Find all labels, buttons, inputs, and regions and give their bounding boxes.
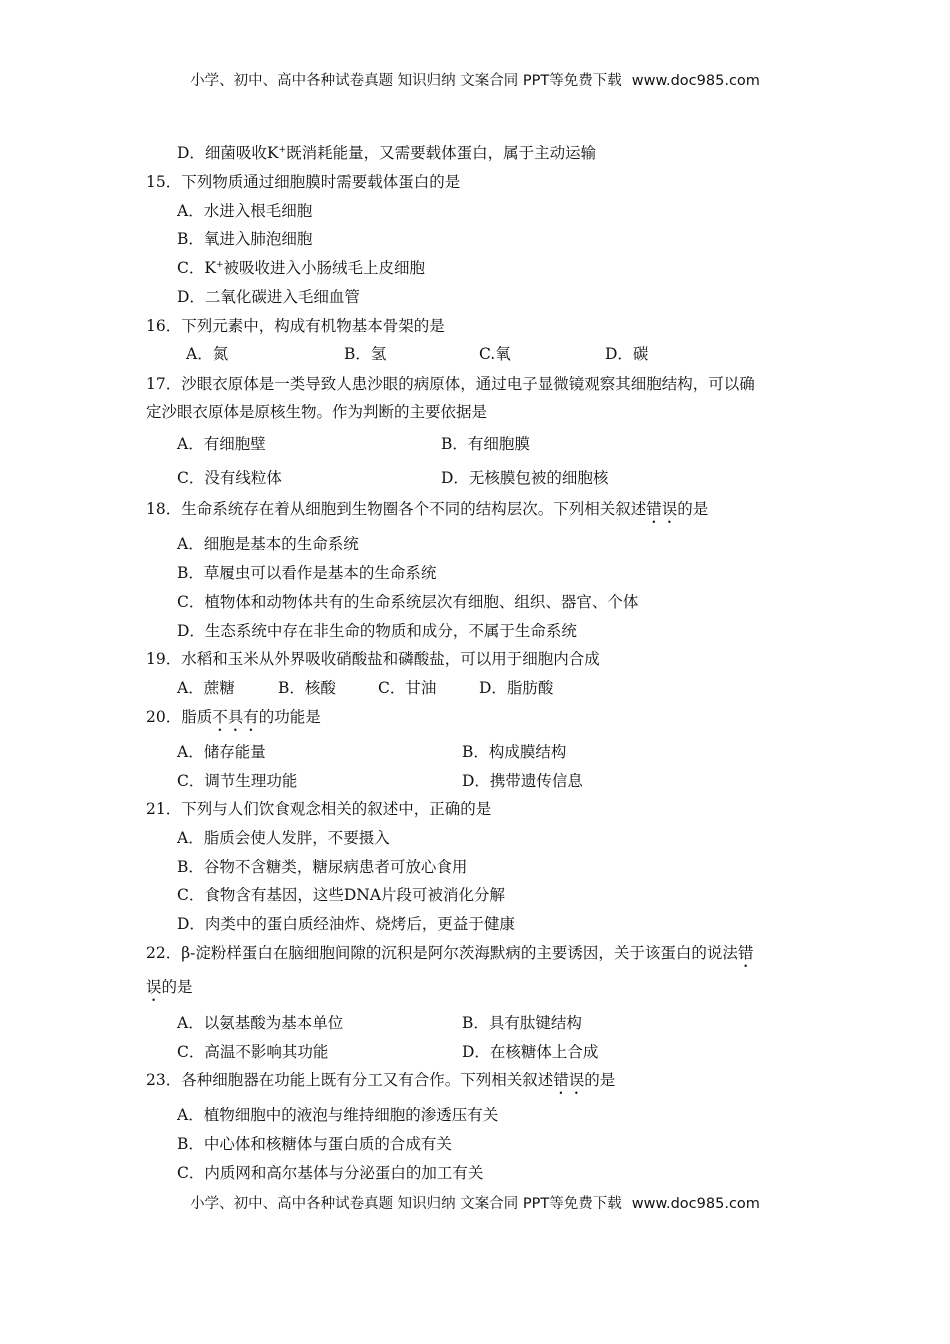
q16-option-b: B．氢 — [344, 345, 387, 363]
q21-option-c: C．食物含有基因，这些DNA片段可被消化分解 — [177, 886, 506, 904]
footer-url: www.doc985.com — [631, 1196, 760, 1212]
q22-option-b: B．具有肽键结构 — [462, 1014, 582, 1032]
q22-stem-line2: 误的是 — [146, 978, 193, 996]
footer-text: 小学、初中、高中各种试卷真题 知识归纳 文案合同 PPT等免费下载 — [190, 1196, 622, 1212]
q14-option-d: D．细菌吸收K+既消耗能量，又需要载体蛋白，属于主动运输 — [177, 144, 597, 162]
q15-option-c: C．K+被吸收进入小肠绒毛上皮细胞 — [177, 259, 426, 277]
q17-stem-line2: 定沙眼衣原体是原核生物。作为判断的主要依据是 — [146, 403, 488, 421]
q20-option-a: A．储存能量 — [177, 743, 266, 761]
q16-option-d: D．碳 — [605, 345, 649, 363]
header-url: www.doc985.com — [631, 73, 760, 89]
q22-option-d: D．在核糖体上合成 — [462, 1043, 599, 1061]
q21-option-d: D．肉类中的蛋白质经油炸、烧烤后，更益于健康 — [177, 915, 515, 933]
q17-stem-line1: 17．沙眼衣原体是一类导致人患沙眼的病原体，通过电子显微镜观察其细胞结构，可以确 — [146, 375, 755, 393]
q15-option-d: D．二氧化碳进入毛细血管 — [177, 288, 360, 306]
q19-option-a: A．蔗糖 — [177, 679, 235, 697]
q20-stem: 20．脂质不具有的功能是 — [146, 708, 321, 726]
page-header — [0, 69, 950, 90]
q18-option-b: B．草履虫可以看作是基本的生命系统 — [177, 564, 437, 582]
q17-option-d: D．无核膜包被的细胞核 — [441, 469, 609, 487]
page-footer — [0, 1192, 950, 1213]
q17-option-b: B．有细胞膜 — [441, 435, 530, 453]
q19-option-d: D．脂肪酸 — [479, 679, 554, 697]
header-text: 小学、初中、高中各种试卷真题 知识归纳 文案合同 PPT等免费下载 — [190, 73, 622, 89]
q23-option-a: A．植物细胞中的液泡与维持细胞的渗透压有关 — [177, 1106, 499, 1124]
q21-option-b: B．谷物不含糖类，糖尿病患者可放心食用 — [177, 858, 468, 876]
q15-option-b: B．氧进入肺泡细胞 — [177, 230, 313, 248]
q22-option-c: C．高温不影响其功能 — [177, 1043, 329, 1061]
q19-option-b: B．核酸 — [278, 679, 336, 697]
q19-option-c: C．甘油 — [378, 679, 437, 697]
q18-option-d: D．生态系统中存在非生命的物质和成分，不属于生命系统 — [177, 622, 577, 640]
q18-option-c: C．植物体和动物体共有的生命系统层次有细胞、组织、器官、个体 — [177, 593, 639, 611]
q23-option-c: C．内质网和高尔基体与分泌蛋白的加工有关 — [177, 1164, 484, 1182]
q22-option-a: A．以氨基酸为基本单位 — [177, 1014, 344, 1032]
q19-stem: 19．水稻和玉米从外界吸收硝酸盐和磷酸盐，可以用于细胞内合成 — [146, 650, 600, 668]
q16-option-c: C.氧 — [479, 345, 511, 363]
q16-stem: 16．下列元素中，构成有机物基本骨架的是 — [146, 317, 445, 335]
q16-option-a: A．氮 — [186, 345, 229, 363]
q17-option-c: C．没有线粒体 — [177, 469, 282, 487]
q21-option-a: A．脂质会使人发胖，不要摄入 — [177, 829, 390, 847]
q15-stem: 15．下列物质通过细胞膜时需要载体蛋白的是 — [146, 173, 461, 191]
q20-option-b: B．构成膜结构 — [462, 743, 567, 761]
q21-stem: 21．下列与人们饮食观念相关的叙述中，正确的是 — [146, 800, 492, 818]
q22-stem-line1: 22．β-淀粉样蛋白在脑细胞间隙的沉积是阿尔茨海默病的主要诱因，关于该蛋白的说法错 — [146, 944, 754, 962]
q23-option-b: B．中心体和核糖体与蛋白质的合成有关 — [177, 1135, 452, 1153]
q18-stem: 18．生命系统存在着从细胞到生物圈各个不同的结构层次。下列相关叙述错误的是 — [146, 500, 709, 518]
q15-option-a: A．水进入根毛细胞 — [177, 202, 313, 220]
q20-option-d: D．携带遗传信息 — [462, 772, 583, 790]
q17-option-a: A．有细胞壁 — [177, 435, 266, 453]
q23-stem: 23．各种细胞器在功能上既有分工又有合作。下列相关叙述错误的是 — [146, 1071, 616, 1089]
q20-option-c: C．调节生理功能 — [177, 772, 298, 790]
q18-option-a: A．细胞是基本的生命系统 — [177, 535, 359, 553]
